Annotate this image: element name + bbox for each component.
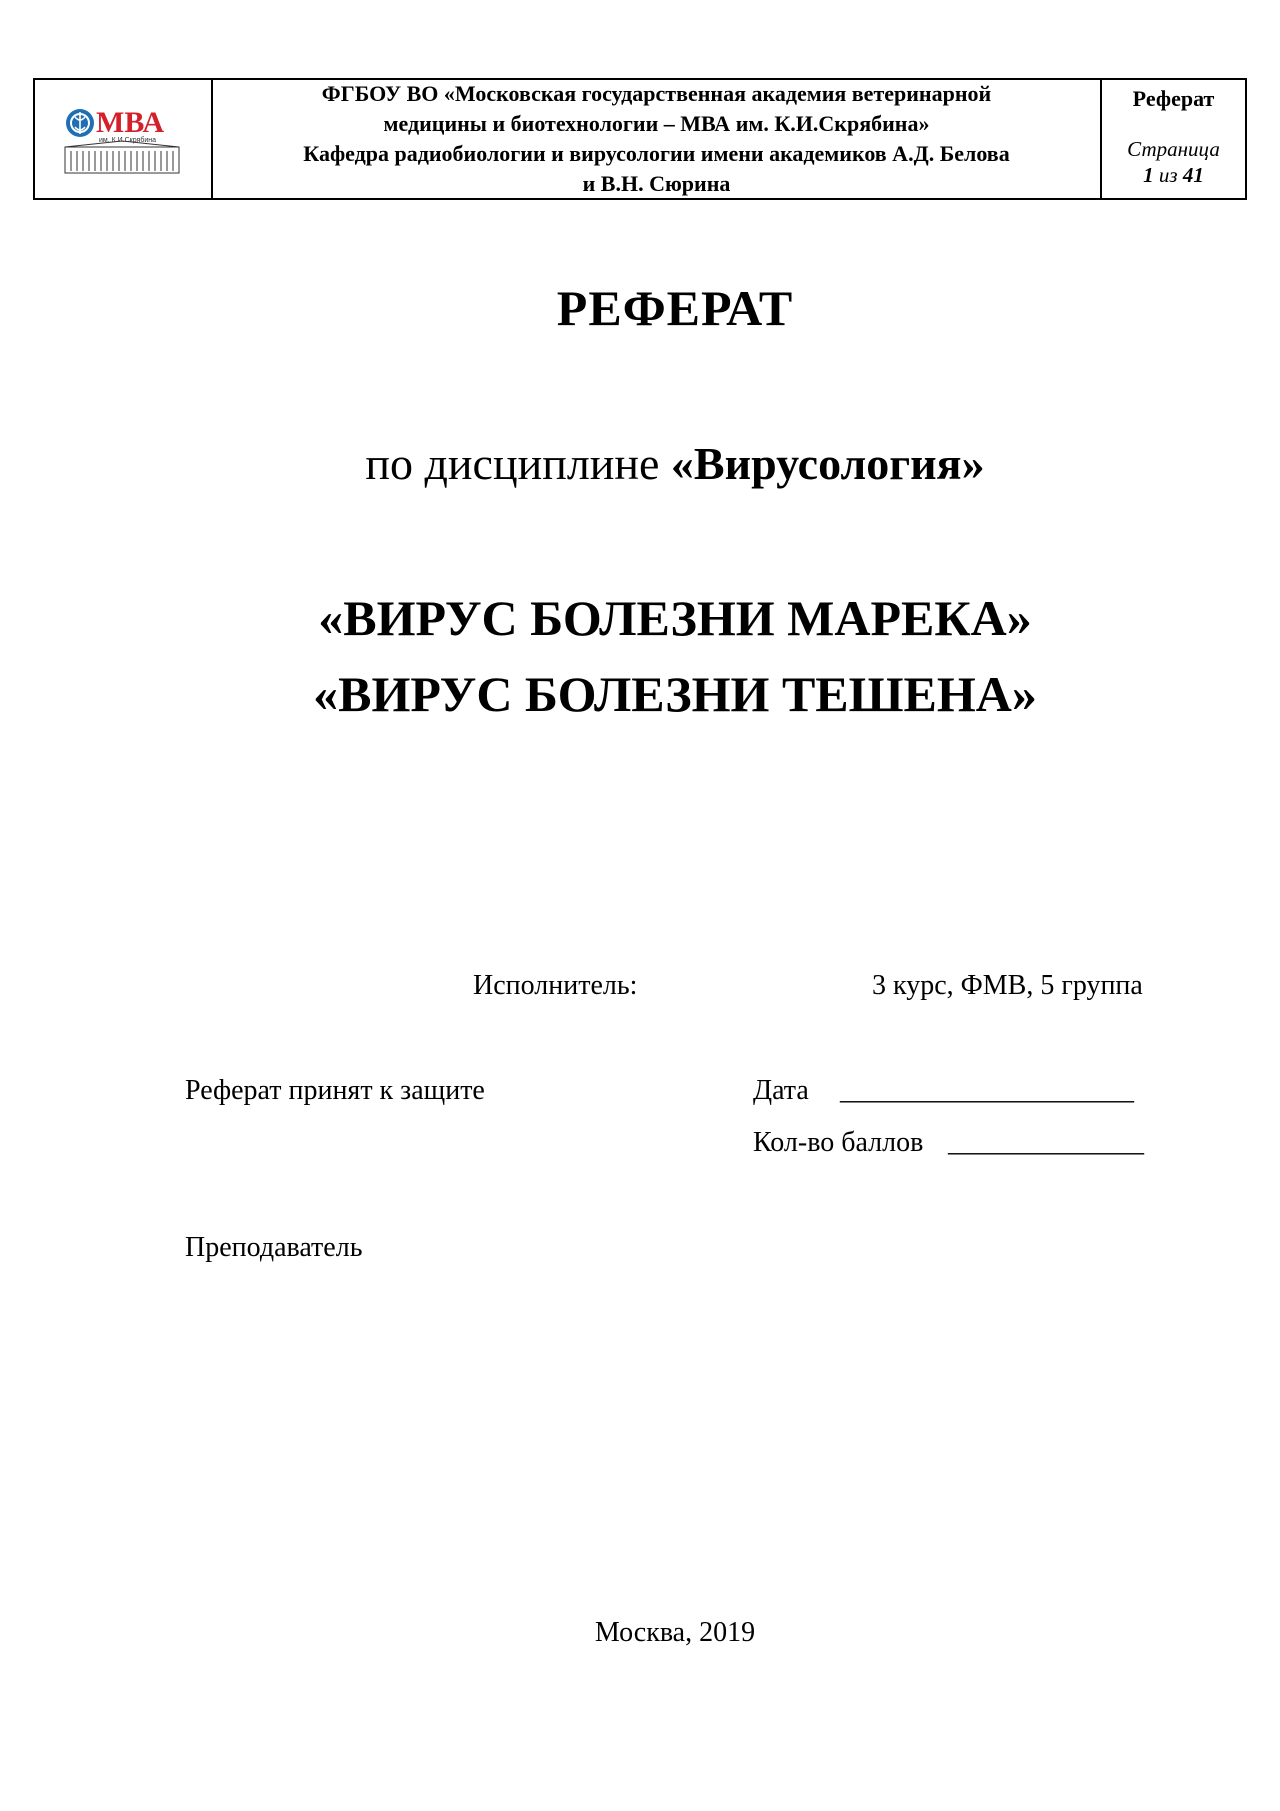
academy-logo: [63, 101, 183, 177]
institution-line-1: ФГБОУ ВО «Московская государственная академия ветеринарной: [321, 81, 992, 106]
department-line-1: Кафедра радиобиологии и вирусологии имени академиков А.Д. Белова: [303, 141, 1010, 166]
teacher-label: Преподаватель: [185, 1232, 363, 1263]
discipline-line: [0, 436, 1280, 492]
discipline-name: «Вирусология»: [670, 438, 985, 489]
city-year: Москва, 2019: [594, 1617, 756, 1648]
executor-label: Исполнитель:: [473, 970, 638, 1001]
date-blank: _____________________: [840, 1075, 1134, 1106]
discipline-prefix: по дисциплине: [365, 438, 671, 489]
topic-title-2: «ВИРУС БОЛЕЗНИ ТЕШЕНА»: [313, 666, 1037, 722]
document-title: РЕФЕРАТ: [556, 280, 794, 336]
score-label: Кол-во баллов: [753, 1127, 924, 1158]
header-table: [33, 78, 1247, 200]
header-doc-info-cell: [1102, 80, 1245, 198]
doc-type-label: Реферат: [1132, 86, 1215, 111]
page-current: 1: [1143, 163, 1154, 187]
department-line-2: и В.Н. Сюрина: [582, 171, 731, 196]
svg-text:им. К.И.Скрябина: им. К.И.Скрябина: [99, 137, 157, 144]
page-label: Страница: [1127, 137, 1220, 161]
svg-text:МВА: МВА: [96, 106, 165, 139]
page-counter: [1143, 162, 1204, 188]
date-label: Дата: [753, 1075, 809, 1106]
score-blank: ______________: [948, 1127, 1144, 1158]
institution-line-2: медицины и биотехнологии – МВА им. К.И.Скрябина»: [383, 111, 930, 136]
accepted-label: Реферат принят к защите: [185, 1075, 485, 1106]
header-logo-cell: [35, 80, 213, 198]
logo-emblem-icon: [63, 101, 183, 177]
header-institution-cell: [213, 80, 1102, 198]
page-total: 41: [1182, 163, 1204, 187]
executor-value: 3 курс, ФМВ, 5 группа: [872, 970, 1143, 1001]
topic-title-1: «ВИРУС БОЛЕЗНИ МАРЕКА»: [318, 590, 1032, 646]
page-of: из: [1158, 163, 1178, 187]
